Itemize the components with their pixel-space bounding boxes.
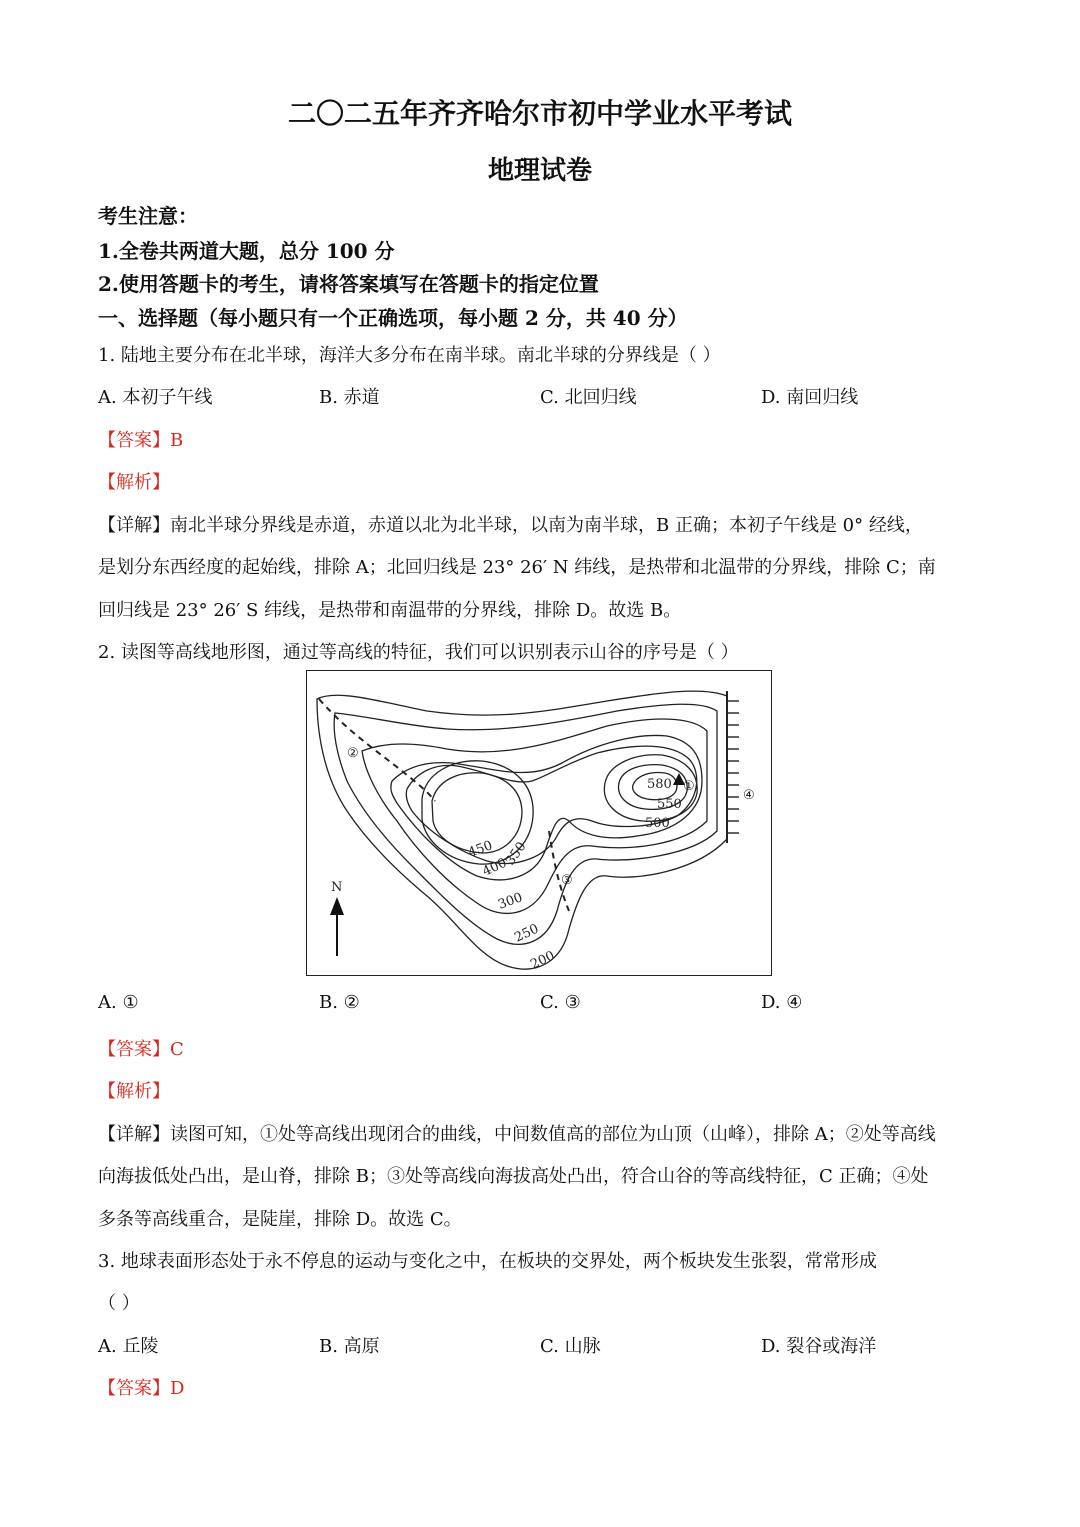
detail-line: 回归线是 23° 26′ S 纬线，是热带和南温带的分界线，排除 D。故选 B。 — [98, 600, 682, 621]
contour-label: 450 — [466, 838, 495, 861]
detail-line: 【详解】南北半球分界线是赤道，赤道以北为北半球，以南为南半球，B 正确；本初子午线是 0° 经线， — [98, 515, 923, 536]
option-c: C. 山脉 — [540, 1336, 601, 1357]
option-b: B. 赤道 — [319, 387, 380, 408]
north-label: N — [331, 880, 343, 895]
north-arrow-head — [330, 897, 344, 915]
contour-label: 400 — [480, 855, 510, 880]
option-d: D. 南回归线 — [761, 387, 859, 408]
notice-item: 1.全卷共两道大题，总分 100 分 — [98, 239, 395, 263]
answer-label: 【答案】C — [98, 1039, 184, 1060]
option-d: D. 裂谷或海洋 — [761, 1336, 877, 1357]
marker-1: ① — [683, 779, 695, 794]
question-stem: 1. 陆地主要分布在北半球，海洋大多分布在南半球。南北半球的分界线是（ ） — [98, 345, 721, 366]
contour-label: 250 — [512, 921, 542, 946]
option-b: B. 高原 — [319, 1336, 380, 1357]
contour-label: 350 — [502, 839, 530, 869]
exam-title: 二〇二五年齐齐哈尔市初中学业水平考试 — [287, 97, 792, 130]
marker-4: ④ — [743, 788, 755, 803]
option-c: C. ③ — [540, 992, 581, 1013]
option-a: A. ① — [98, 992, 139, 1013]
cliff-hatches — [727, 701, 739, 833]
option-b: B. ② — [319, 992, 360, 1013]
question-stem: 2. 读图等高线地形图，通过等高线的特征，我们可以识别表示山谷的序号是（ ） — [98, 642, 739, 663]
option-a: A. 本初子午线 — [98, 387, 213, 408]
detail-line: 多条等高线重合，是陡崖，排除 D。故选 C。 — [98, 1209, 462, 1230]
contour-label: 500 — [645, 816, 670, 831]
contour-line — [391, 735, 702, 879]
notice-item: 2.使用答题卡的考生，请将答案填写在答题卡的指定位置 — [98, 272, 599, 296]
exam-subtitle: 地理试卷 — [487, 156, 592, 186]
contour-label: 300 — [496, 890, 525, 913]
detail-line: 是划分东西经度的起始线，排除 A；北回归线是 23° 26′ N 纬线，是热带和北温带的分界线，排除 C；南 — [98, 557, 936, 578]
contour-label: 550 — [657, 797, 682, 812]
marker-2: ② — [347, 746, 359, 761]
contour-map-figure — [306, 670, 772, 976]
analysis-label: 【解析】 — [98, 1081, 170, 1102]
peak-elevation: 580 — [647, 777, 672, 792]
option-d: D. ④ — [761, 992, 803, 1013]
analysis-label: 【解析】 — [98, 472, 170, 493]
section-heading: 一、选择题（每小题只有一个正确选项，每小题 2 分，共 40 分） — [98, 306, 688, 330]
answer-label: 【答案】B — [98, 430, 184, 451]
detail-line: 向海拔低处凸出，是山脊，排除 B；③处等高线向海拔高处凸出，符合山谷的等高线特征，C 正确；④处 — [98, 1166, 929, 1187]
detail-line: 【详解】读图可知，①处等高线出现闭合的曲线，中间数值高的部位为山顶（山峰），排除 A；②处等高线 — [98, 1124, 936, 1145]
notice-heading: 考生注意： — [98, 204, 198, 228]
marker-3: ③ — [561, 873, 573, 888]
ridge-line — [319, 699, 435, 801]
answer-label: 【答案】D — [98, 1378, 185, 1399]
option-a: A. 丘陵 — [98, 1336, 159, 1357]
contour-label: 200 — [528, 948, 558, 973]
option-c: C. 北回归线 — [540, 387, 637, 408]
question-stem: 3. 地球表面形态处于永不停息的运动与变化之中，在板块的交界处，两个板块发生张裂，常常形成 — [98, 1251, 877, 1272]
question-stem-bracket: （ ） — [98, 1293, 140, 1314]
contour-map — [307, 671, 773, 977]
